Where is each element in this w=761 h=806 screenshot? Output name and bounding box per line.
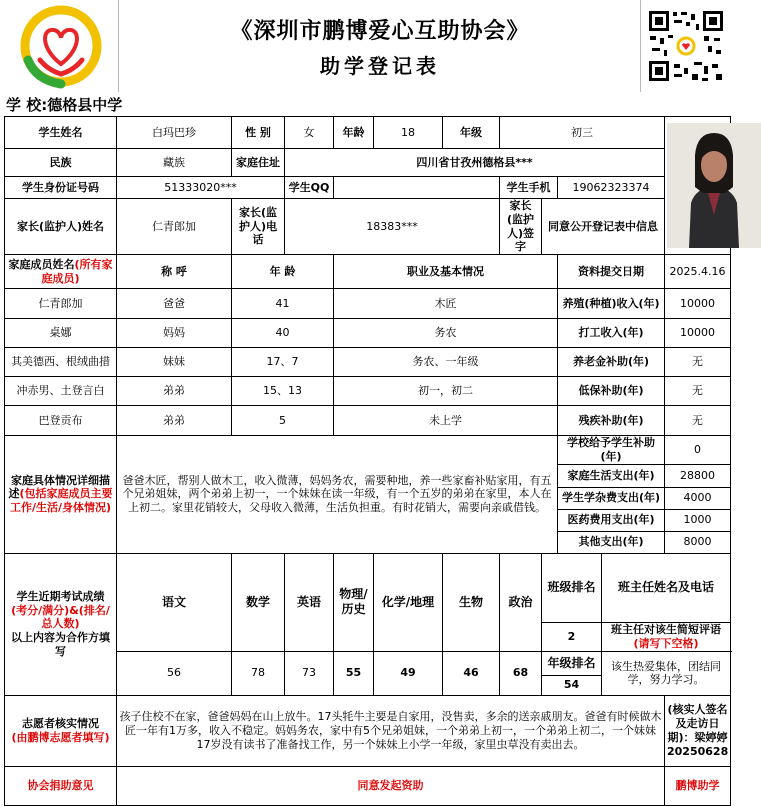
score-english: 73: [285, 651, 334, 695]
medical: 1000: [665, 509, 731, 531]
grade-rank: 54: [542, 675, 602, 695]
subject-biology: 生物: [443, 553, 500, 651]
school-subsidy: 0: [665, 436, 731, 465]
guardian-phone-label: 家长(监护人)电话: [232, 199, 285, 255]
school-subsidy-label: 学校给予学生补助(年): [558, 436, 665, 465]
grade-label: 年级: [443, 117, 500, 149]
member-job: 务农、一年级: [334, 348, 558, 377]
header-divider: [640, 0, 641, 92]
id-label: 学生身份证号码: [5, 177, 117, 199]
comment-label-note: (请写下空格): [633, 637, 699, 650]
member-relation: 爸爸: [117, 289, 232, 319]
heart-hands-logo: [18, 4, 104, 88]
student-photo: [665, 117, 731, 255]
teacher-comment: 该生热爱集体，团结同学，努力学习。: [602, 651, 731, 695]
ethnicity: 藏族: [117, 149, 232, 177]
farm-income: 10000: [665, 289, 731, 319]
member-name: 仁青郎加: [5, 289, 117, 319]
age-header: 年 龄: [232, 255, 334, 289]
scores-label: [5, 553, 117, 695]
form-title: 《深圳市鹏博爱心互助协会》: [230, 18, 530, 44]
member-job: 未上学: [334, 406, 558, 436]
member-job: 初一，初二: [334, 377, 558, 406]
verify-text: 孩子住校不在家，爸爸妈妈在山上放牛。17头牦牛主要是自家用，没售卖，多余的送亲戚朋友。爸爸有时候做木匠一年有1万多，收入不稳定。妈妈务农，家中有5个兄弟姐妹，一个弟弟上初一，一个弟弟上初二，一个妹妹17岁没有读书了准备找工作，另一个妹妹上小学一年级，家里虫草没有卖出去。: [117, 695, 665, 766]
subject-politics: 政治: [500, 553, 542, 651]
qr-code: [646, 8, 726, 84]
living: 28800: [665, 464, 731, 487]
opinion-text: 同意发起资助: [117, 766, 665, 805]
member-relation: 弟弟: [117, 377, 232, 406]
consent-text: 同意公开登记表中信息: [542, 199, 665, 255]
scores-label-tail: 以上内容为合作方填写: [11, 631, 110, 658]
phone: 19062323374: [558, 177, 665, 199]
score-chinese: 56: [117, 651, 232, 695]
pension: 无: [665, 348, 731, 377]
member-age: 5: [232, 406, 334, 436]
subject-chemistry-geography: 化学/地理: [374, 553, 443, 651]
student-name-label: 学生姓名: [5, 117, 117, 149]
member-relation: 妈妈: [117, 319, 232, 348]
members-label: [5, 255, 117, 289]
member-job: 务农: [334, 319, 558, 348]
subject-math: 数学: [232, 553, 285, 651]
header-divider: [118, 0, 119, 92]
scores-label-note: (考分/满分)&(排名/总人数): [11, 603, 110, 631]
situation-text: 爸爸木匠，帮别人做木工，收入微薄，妈妈务农，需要种地，养一些家畜补贴家用，有五个兄弟姐妹，两个弟弟上初一，一个妹妹在读一年级，有一个五岁的弟弟在家里，本人在上初二。家里花销较大，父母收入微薄，生活负担重。有时花销大，需要向亲戚借钱。: [117, 436, 558, 554]
comment-label: [602, 623, 731, 652]
verify-label-text: 志愿者核实情况: [22, 717, 99, 730]
member-name: 桌娜: [5, 319, 117, 348]
member-age: 17、7: [232, 348, 334, 377]
address: 四川省甘孜州德格县***: [285, 149, 665, 177]
student-name: 白玛巴珍: [117, 117, 232, 149]
score-biology: 46: [443, 651, 500, 695]
relation-header: 称 呼: [117, 255, 232, 289]
low-income: 无: [665, 377, 731, 406]
age: 18: [374, 117, 443, 149]
student-photo-image: [667, 123, 761, 248]
work-income: 10000: [665, 319, 731, 348]
other: 8000: [665, 531, 731, 553]
ethnicity-label: 民族: [5, 149, 117, 177]
comment-label-text: 班主任对该生简短评语: [611, 623, 721, 637]
gender-label: 性 别: [232, 117, 285, 149]
scores-label-text: 学生近期考试成绩: [16, 589, 105, 603]
grade-rank-label: 年级排名: [542, 651, 602, 675]
guardian-label: 家长(监护人)姓名: [5, 199, 117, 255]
form-header: [0, 0, 734, 92]
job-header: 职业及基本情况: [334, 255, 558, 289]
qq-label: 学生QQ: [285, 177, 334, 199]
member-name: 其美德西、根绒曲措: [5, 348, 117, 377]
member-name: 冲赤男、土登言白: [5, 377, 117, 406]
member-age: 41: [232, 289, 334, 319]
medical-label: 医药费用支出(年): [558, 509, 665, 531]
registration-form: [4, 116, 731, 806]
score-chemistry-geography: 49: [374, 651, 443, 695]
living-label: 家庭生活支出(年): [558, 464, 665, 487]
member-age: 40: [232, 319, 334, 348]
situation-label-text: 家庭具体情况详细描述: [8, 473, 110, 501]
score-physics-history: 55: [334, 651, 374, 695]
class-rank: 2: [542, 623, 602, 652]
pension-label: 养老金补助(年): [558, 348, 665, 377]
verify-signer: (核实人签名及走访日期)：梁婷婷20250628: [665, 695, 731, 766]
submit-date: 2025.4.16: [665, 255, 731, 289]
gender: 女: [285, 117, 334, 149]
score-math: 78: [232, 651, 285, 695]
member-job: 木匠: [334, 289, 558, 319]
situation-label-note: (包括家庭成员主要工作/生活/身体情况): [9, 487, 113, 515]
members-label-note: (所有家庭成员): [41, 257, 113, 285]
subject-english: 英语: [285, 553, 334, 651]
address-label: 家庭住址: [232, 149, 285, 177]
member-relation: 妹妹: [117, 348, 232, 377]
other-label: 其他支出(年): [558, 531, 665, 553]
members-label-text: 家庭成员姓名: [8, 257, 75, 271]
verify-label: [5, 695, 117, 766]
disability: 无: [665, 406, 731, 436]
member-age: 15、13: [232, 377, 334, 406]
qq: [334, 177, 500, 199]
farm-income-label: 养殖(种植)收入(年): [558, 289, 665, 319]
member-relation: 弟弟: [117, 406, 232, 436]
submit-date-label: 资料提交日期: [558, 255, 665, 289]
age-label: 年龄: [334, 117, 374, 149]
form-subtitle: 助学登记表: [320, 54, 440, 78]
guardian-sign-label: 家长(监护人)签字: [500, 199, 542, 255]
low-income-label: 低保补助(年): [558, 377, 665, 406]
org-name: 鹏博助学: [665, 766, 731, 805]
score-politics: 68: [500, 651, 542, 695]
guardian-phone: 18383***: [285, 199, 500, 255]
opinion-label: 协会捐助意见: [5, 766, 117, 805]
id-number: 51333020***: [117, 177, 285, 199]
grade: 初三: [500, 117, 665, 149]
school-fee: 4000: [665, 487, 731, 509]
situation-label: [5, 436, 117, 554]
work-income-label: 打工收入(年): [558, 319, 665, 348]
disability-label: 残疾补助(年): [558, 406, 665, 436]
verify-label-note: (由鹏博志愿者填写): [11, 730, 110, 744]
guardian-name: 仁青郎加: [117, 199, 232, 255]
member-name: 巴登贡布: [5, 406, 117, 436]
class-rank-label: 班级排名: [542, 553, 602, 623]
school-name: 学 校:德格县中学: [6, 96, 123, 114]
subject-physics-history: 物理/历史: [334, 553, 374, 651]
teacher-label: 班主任姓名及电话: [602, 553, 731, 623]
phone-label: 学生手机: [500, 177, 558, 199]
subject-chinese: 语文: [117, 553, 232, 651]
school-fee-label: 学生学杂费支出(年): [558, 487, 665, 509]
